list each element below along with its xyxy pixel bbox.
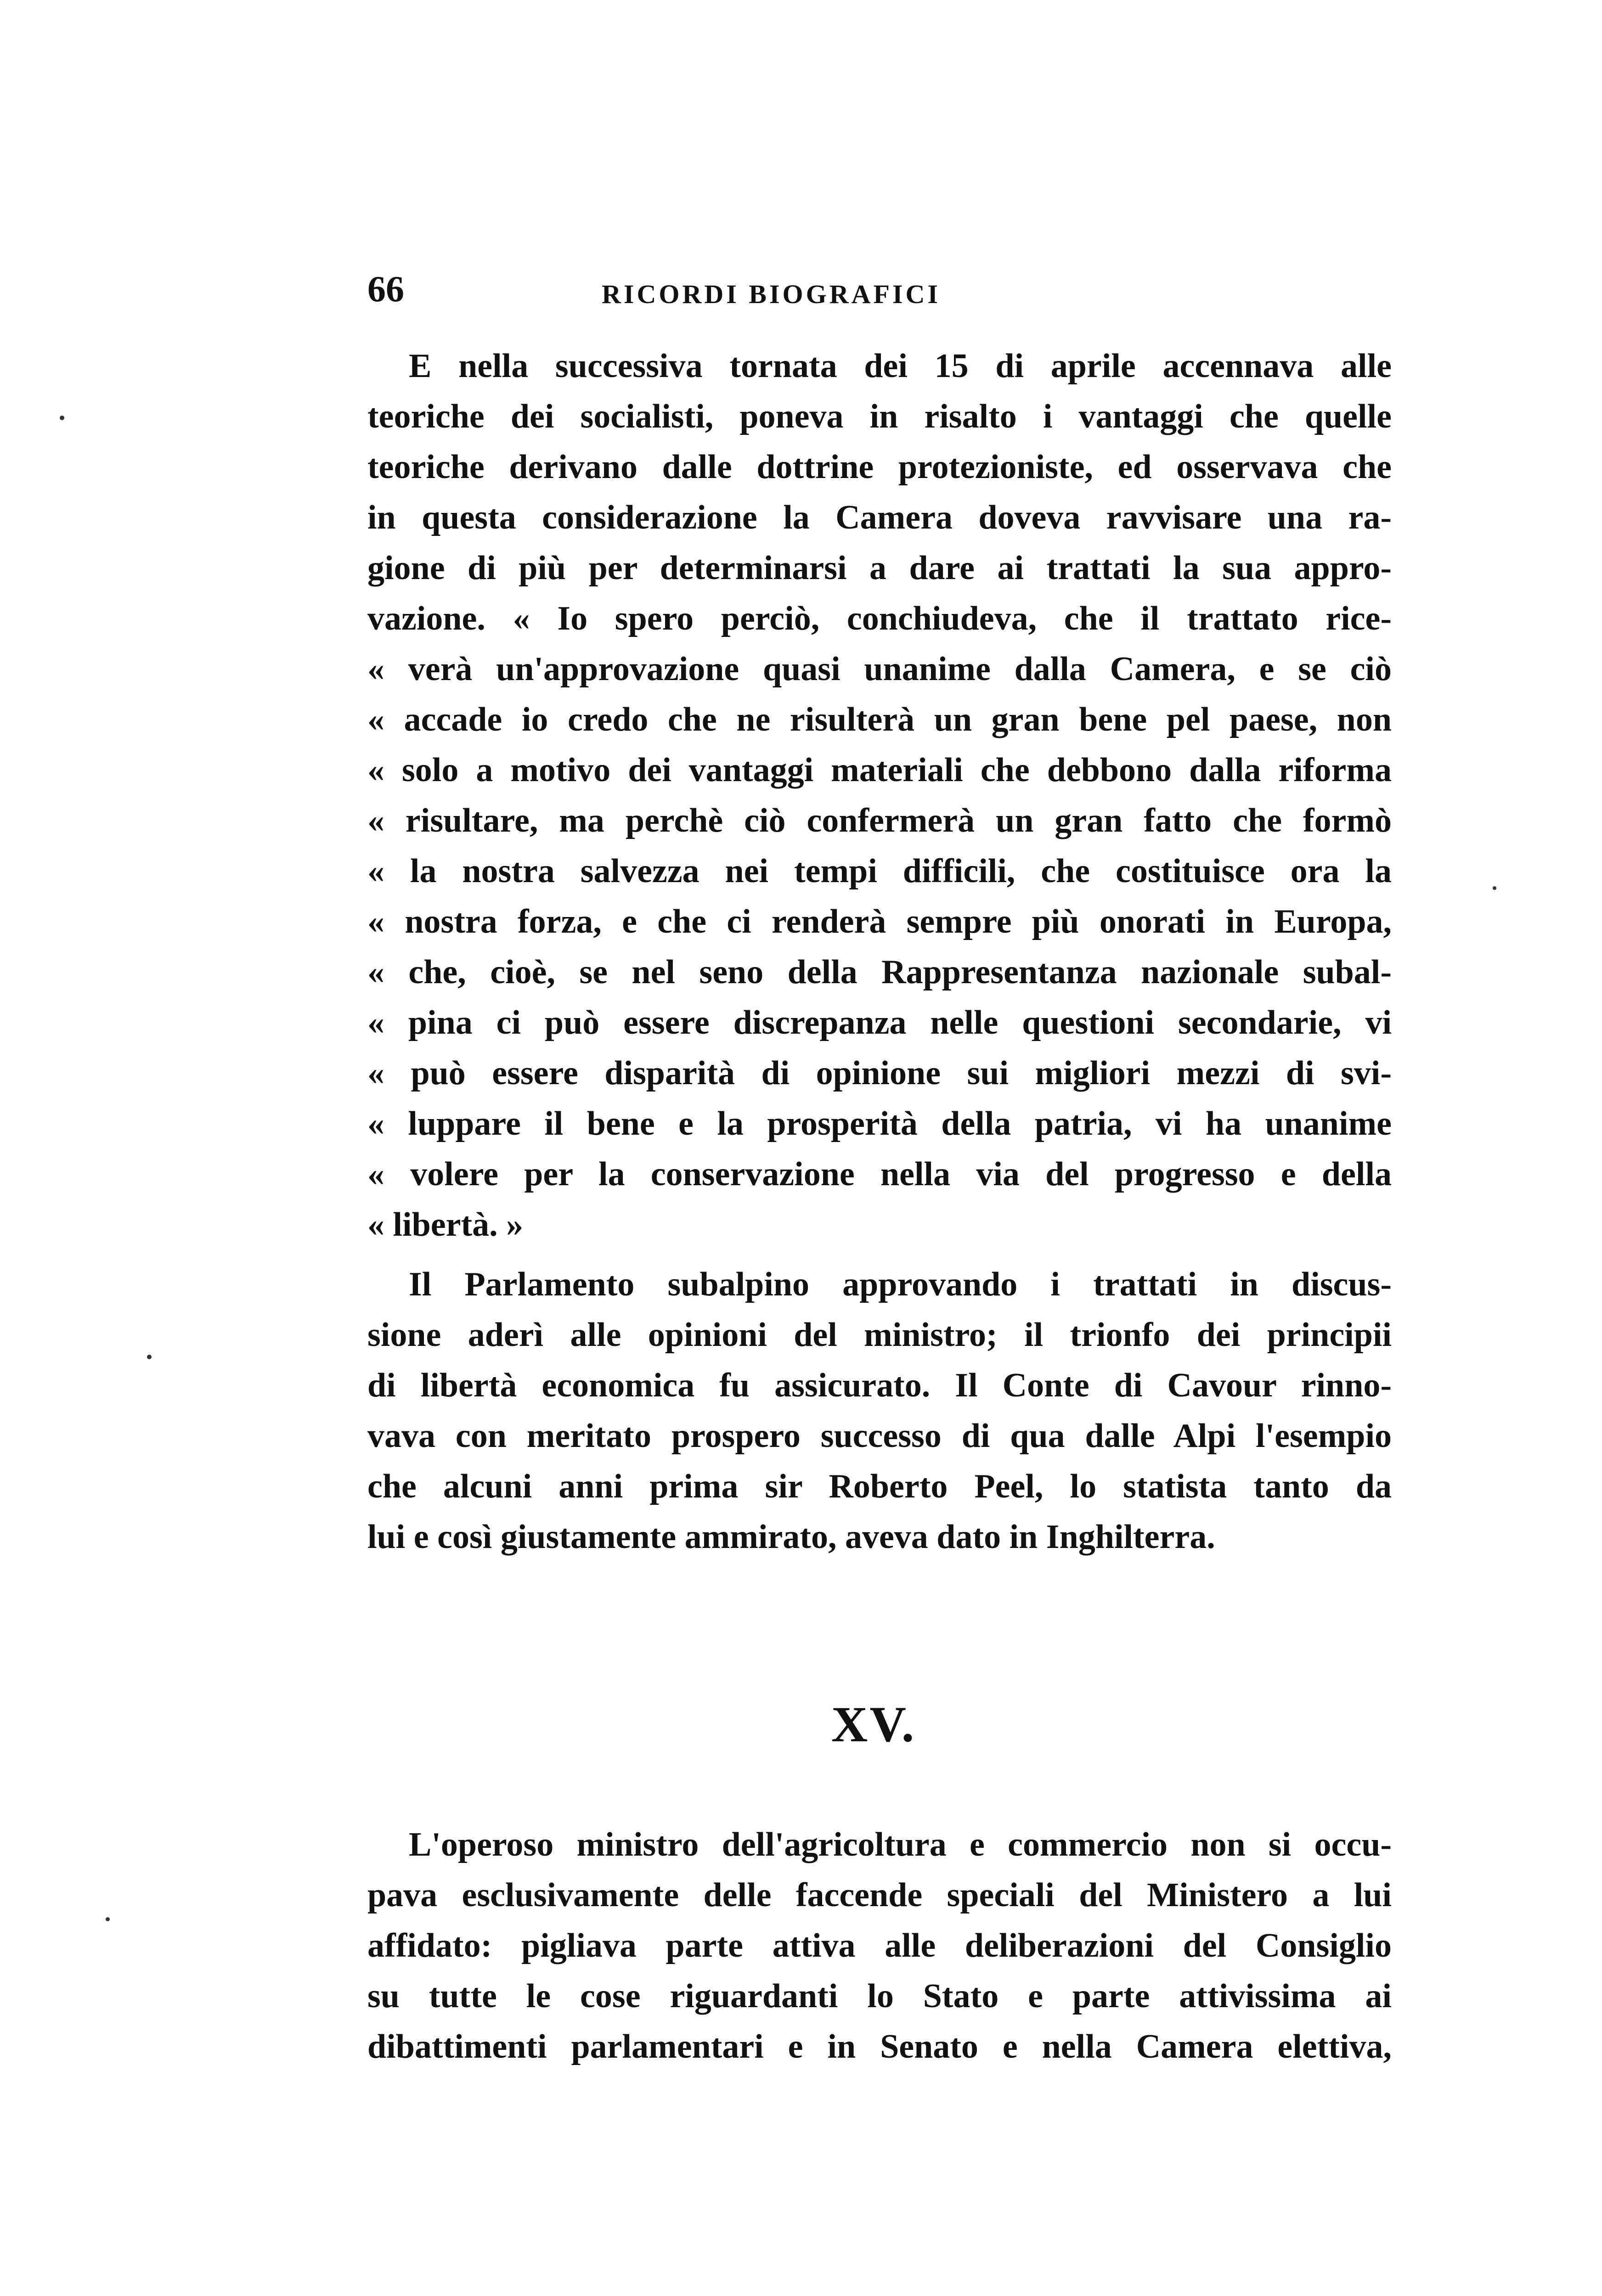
text-line: teoriche derivano dalle dottrine protezioniste, ed osservava che [367,448,1392,486]
text-line: gione di più per determinarsi a dare ai trattati la sua appro- [367,549,1392,587]
text-line: « solo a motivo dei vantaggi materiali che debbono dalla riforma [367,751,1392,789]
text-line: pava esclusivamente delle faccende speciali del Ministero a lui [367,1876,1392,1914]
paragraph-1 [367,341,1392,1250]
text-line: sione aderì alle opinioni del ministro; il trionfo dei principii [367,1316,1392,1354]
page-number: 66 [367,269,404,310]
text-line: « la nostra salvezza nei tempi difficili, che costituisce ora la [367,852,1392,890]
text-line: vazione. « Io spero perciò, conchiudeva, che il trattato rice- [367,600,1392,637]
section-heading: XV. [831,1696,916,1752]
text-line: « luppare il bene e la prosperità della patria, vi ha unanime [367,1105,1392,1142]
text-line: « nostra forza, e che ci renderà sempre più onorati in Europa, [367,903,1392,940]
running-title: RICORDI BIOGRAFICI [602,279,941,309]
paragraph-2 [367,1259,1392,1562]
text-line: vava con meritato prospero successo di qua dalle Alpi l'esempio [367,1417,1392,1455]
paragraph-3 [367,1819,1392,2072]
text-line: E nella successiva tornata dei 15 di aprile accennava alle [409,347,1392,385]
scan-speck [60,416,64,420]
text-line: « risultare, ma perchè ciò confermerà un gran fatto che formò [367,802,1392,839]
text-line: « libertà. » [367,1206,524,1244]
text-line: « verà un'approvazione quasi unanime dalla Camera, e se ciò [367,650,1392,688]
text-line: che alcuni anni prima sir Roberto Peel, lo statista tanto da [367,1468,1392,1505]
text-line: « che, cioè, se nel seno della Rappresentanza nazionale subal- [367,953,1392,991]
text-line: affidato: pigliava parte attiva alle deliberazioni del Consiglio [367,1927,1392,1964]
text-line: di libertà economica fu assicurato. Il Conte di Cavour rinno- [367,1367,1392,1404]
scan-speck [106,1917,110,1921]
text-line: L'operoso ministro dell'agricoltura e commercio non si occu- [409,1826,1392,1863]
text-line: « può essere disparità di opinione sui migliori mezzi di svi- [367,1054,1392,1092]
text-line: « pina ci può essere discrepanza nelle questioni secondarie, vi [367,1004,1392,1041]
scan-speck [1493,886,1496,890]
text-line: Il Parlamento subalpino approvando i trattati in discus- [409,1266,1392,1303]
text-line: « volere per la conservazione nella via del progresso e della [367,1155,1392,1193]
text-line: in questa considerazione la Camera doveva ravvisare una ra- [367,499,1392,536]
text-line: dibattimenti parlamentari e in Senato e nella Camera elettiva, [367,2028,1392,2065]
scan-speck [147,1355,152,1359]
text-line: teoriche dei socialisti, poneva in risalto i vantaggi che quelle [367,398,1392,435]
text-line: « accade io credo che ne risulterà un gran bene pel paese, non [367,701,1392,738]
text-line: lui e così giustamente ammirato, aveva dato in Inghilterra. [367,1518,1215,1556]
text-line: su tutte le cose riguardanti lo Stato e parte attivissima ai [367,1977,1392,2015]
